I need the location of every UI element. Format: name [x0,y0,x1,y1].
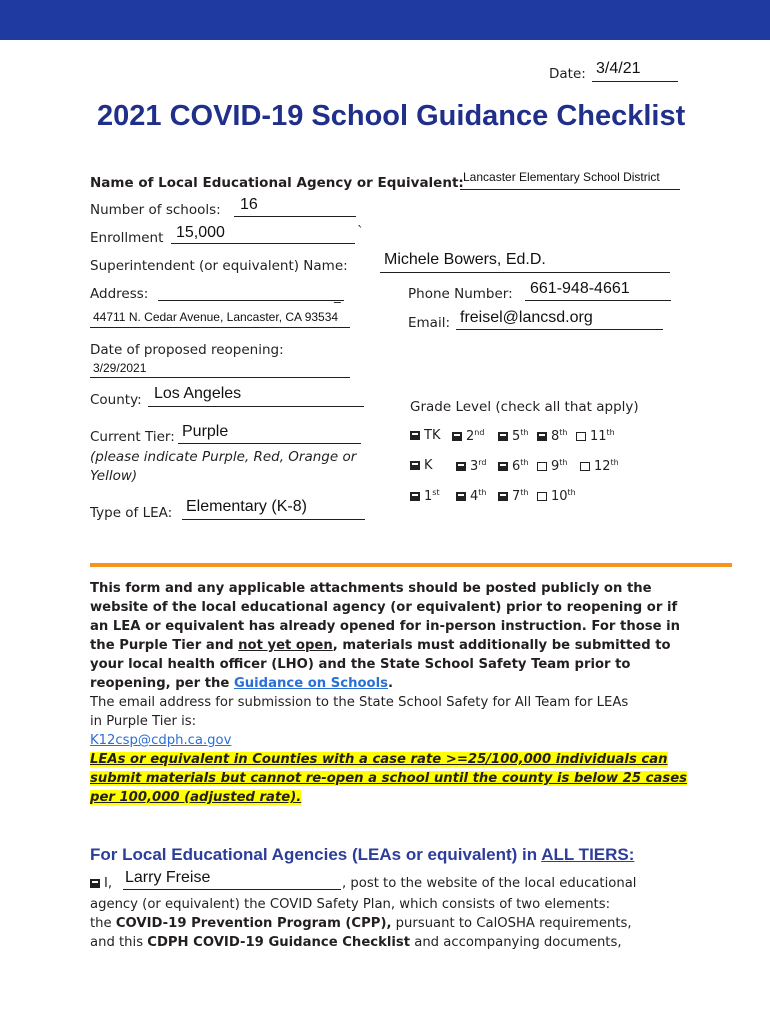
email-line [456,329,663,330]
checkbox-checked-icon[interactable] [537,432,547,441]
grade-10-suffix: th [567,488,576,497]
email-field[interactable]: freisel@lancsd.org [460,309,593,326]
checkbox-checked-icon[interactable] [456,492,466,501]
notice-line-4 [90,636,671,655]
grade-2[interactable] [452,428,484,444]
notice-line-3: an LEA or equivalent has already opened for in-person instruction. For those in [90,619,681,634]
checkbox-checked-icon[interactable] [498,492,508,501]
submission-email-link[interactable]: K12csp@cdph.ca.gov [90,733,232,748]
attestation-line-2: agency (or equivalent) the COVID Safety Plan, which consists of two elements: [90,897,611,912]
grade-6[interactable] [498,458,529,474]
highlight-line-2 [90,769,687,788]
notice-line-8: in Purple Tier is: [90,714,197,729]
reopening-label: Date of proposed reopening: [90,342,284,358]
phone-label: Phone Number: [408,286,513,302]
notice-line-6-start: reopening, per the [90,676,234,691]
email-label: Email: [408,315,451,331]
highlight-line-1 [90,750,668,769]
attestation-line-3-end: pursuant to CalOSHA requirements, [391,916,632,931]
checkbox-checked-icon[interactable] [410,492,420,501]
tier-field[interactable]: Purple [182,423,229,440]
lea-name-label: Name of Local Educational Agency or Equivalent: [90,175,464,191]
checkbox-unchecked-icon[interactable] [580,462,590,471]
notice-line-4-start: the Purple Tier and [90,638,239,653]
grade-4-label: 4 [470,489,479,504]
notice-line-7: The email address for submission to the State School Safety for All Team for LEAs [90,695,629,710]
checkbox-checked-icon[interactable] [452,432,462,441]
guidance-on-schools-link[interactable]: Guidance on Schools [233,676,388,691]
phone-field[interactable]: 661-948-4661 [530,280,630,297]
lea-type-field[interactable]: Elementary (K-8) [186,498,307,515]
grade-2-label: 2 [466,429,475,444]
notice-line-1: This form and any applicable attachments should be posted publicly on the [90,581,652,596]
grade-8-label: 8 [551,429,560,444]
grade-8[interactable] [537,428,568,444]
grade-k[interactable] [410,458,433,473]
enrollment-label: Enrollment [90,230,164,246]
grade-2-suffix: nd [474,428,485,437]
grade-5-suffix: th [520,428,529,437]
grade-4-suffix: th [478,488,487,497]
reopening-field[interactable]: 3/29/2021 [93,361,147,375]
highlight-text-1: LEAs or equivalent in Counties with a case rate >=25/100,000 individuals can [90,752,668,767]
enrollment-tick: ` [357,224,364,240]
enrollment-field[interactable]: 15,000 [176,224,225,241]
checkbox-checked-icon[interactable] [498,432,508,441]
date-field[interactable]: 3/4/21 [596,60,641,77]
notice-line-4-end: , materials must additionally be submitted to [332,638,671,653]
top-header-bar [0,0,770,40]
tier-note-1: (please indicate Purple, Red, Orange or [90,449,357,465]
notice-line-5: your local health officer (LHO) and the State School Safety Team prior to [90,657,631,672]
county-label: County: [90,392,142,408]
grade-9-label: 9 [551,459,560,474]
lea-name-field[interactable]: Lancaster Elementary School District [463,170,660,184]
grade-3[interactable] [456,458,487,474]
attestation-line-1: , post to the website of the local educational [342,876,637,891]
checkbox-unchecked-icon[interactable] [537,492,547,501]
grade-7-label: 7 [512,489,521,504]
highlight-line-3 [90,788,301,807]
superintendent-line [380,272,670,273]
grade-tk[interactable] [410,428,440,443]
grade-10-label: 10 [551,489,568,504]
enrollment-line [171,243,355,244]
attestation-line-3-start: the [90,916,116,931]
attestation-line-4 [90,933,622,952]
grade-12-suffix: th [610,458,619,467]
grade-level-label: Grade Level (check all that apply) [410,399,639,415]
attestation-line-3 [90,914,632,933]
grade-1-label: 1 [424,489,433,504]
tier-note-2: Yellow) [90,468,138,484]
lea-name-line [460,189,680,190]
attestation-i-label: I, [104,876,113,891]
checkbox-unchecked-icon[interactable] [576,432,586,441]
highlight-text-2: submit materials but cannot re-open a school until the county is below 25 cases [90,771,687,786]
date-label: Date: [549,66,586,82]
superintendent-label: Superintendent (or equivalent) Name: [90,258,348,274]
cpp-bold-text: COVID-19 Prevention Program (CPP), [115,916,392,931]
grade-6-label: 6 [512,459,521,474]
grade-5-label: 5 [512,429,521,444]
not-yet-open-text: not yet open [238,638,333,653]
grade-7[interactable] [498,488,529,504]
grade-tk-label: TK [424,428,441,443]
checkbox-checked-icon[interactable] [410,431,420,440]
county-line [148,406,364,407]
county-field[interactable]: Los Angeles [154,385,242,402]
all-tiers-underlined: ALL TIERS: [541,845,635,864]
grade-12-label: 12 [594,459,611,474]
tier-line [178,443,361,444]
checklist-bold-text: CDPH COVID-19 Guidance Checklist [147,935,411,950]
grade-7-suffix: th [520,488,529,497]
grade-11-suffix: th [606,428,615,437]
lea-type-label: Type of LEA: [90,505,173,521]
notice-line-6 [90,674,393,693]
grade-k-label: K [424,458,433,473]
superintendent-field[interactable]: Michele Bowers, Ed.D. [384,251,546,268]
grade-6-suffix: th [520,458,529,467]
all-tiers-heading-text: For Local Educational Agencies (LEAs or equivalent) in [90,845,542,864]
grade-5[interactable] [498,428,529,444]
tier-label: Current Tier: [90,429,175,445]
section-divider [90,563,732,567]
schools-line [234,216,356,217]
notice-line-2: website of the local educational agency (or equivalent) prior to reopening or if [90,600,678,615]
all-tiers-heading [90,845,634,865]
address-line-tail: _ [334,288,341,304]
grade-3-label: 3 [470,459,479,474]
checkbox-checked-icon[interactable] [90,879,100,888]
attestation-line-4-start: and this [90,935,148,950]
notice-email-row [90,731,231,750]
checkbox-checked-icon[interactable] [498,462,508,471]
grade-10[interactable] [537,488,576,504]
date-line [592,81,678,82]
address-label: Address: [90,286,149,302]
grade-12[interactable] [580,458,619,474]
attestation-row [90,876,112,891]
schools-label: Number of schools: [90,202,221,218]
schools-field[interactable]: 16 [240,196,258,213]
reopening-line [90,377,350,378]
grade-4[interactable] [456,488,487,504]
checkbox-checked-icon[interactable] [456,462,466,471]
page-title: 2021 COVID-19 School Guidance Checklist [97,100,686,132]
address-field[interactable]: 44711 N. Cedar Avenue, Lancaster, CA 93534 [93,310,339,324]
grade-11-label: 11 [590,429,607,444]
phone-line [525,300,671,301]
attestation-line-4-end: and accompanying documents, [410,935,622,950]
notice-line-6-end: . [387,676,393,691]
grade-8-suffix: th [559,428,568,437]
lea-type-line [182,519,365,520]
attestation-name-field[interactable]: Larry Freise [125,869,211,886]
grade-9-suffix: th [559,458,568,467]
checkbox-unchecked-icon[interactable] [537,462,547,471]
checkbox-checked-icon[interactable] [410,461,420,470]
attestation-name-line [123,889,341,890]
address-line [158,300,344,301]
grade-9[interactable] [537,458,568,474]
grade-1-suffix: st [432,488,440,497]
grade-1[interactable] [410,488,440,504]
address-line-2 [90,327,350,328]
grade-3-suffix: rd [478,458,487,467]
highlight-text-3: per 100,000 (adjusted rate). [90,790,302,805]
grade-11[interactable] [576,428,615,444]
